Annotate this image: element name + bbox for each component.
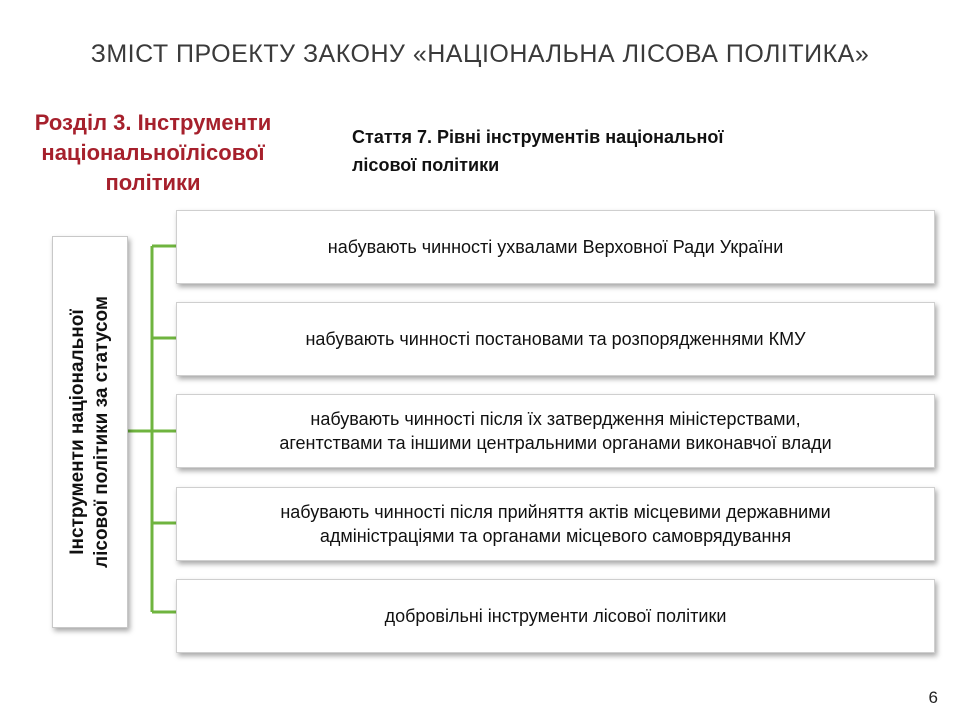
level-node-3-line-1: набувають чинності після їх затвердження міністерствами, <box>310 409 801 429</box>
level-node-5-line-1: добровільні інструменти лісової політики <box>384 606 727 626</box>
root-node-line-1: Інструменти національної <box>67 309 88 555</box>
level-node-2 <box>176 302 935 376</box>
page-number: 6 <box>928 688 938 707</box>
slide-title: ЗМІСТ ПРОЕКТУ ЗАКОНУ «НАЦІОНАЛЬНА ЛІСОВА ПОЛІТИКА» <box>90 40 870 68</box>
level-node-1-line-1: набувають чинності ухвалами Верховної Ради України <box>327 237 784 257</box>
article-heading-line-1: Стаття 7. Рівні інструментів національної <box>352 127 724 147</box>
section-heading-line-3: політики <box>105 170 201 195</box>
level-node-5 <box>176 579 935 653</box>
section-heading-line-2: національноїлісової <box>41 140 265 165</box>
level-node-4-line-1: набувають чинності після прийняття актів місцевими державними <box>280 502 831 522</box>
level-node-4-line-2: адміністраціями та органами місцевого самоврядування <box>319 526 792 546</box>
root-node-label <box>66 242 114 622</box>
level-node-4 <box>176 487 935 561</box>
level-node-2-line-1: набувають чинності постановами та розпорядженнями КМУ <box>305 329 806 349</box>
root-node <box>52 236 128 628</box>
level-node-1 <box>176 210 935 284</box>
root-node-line-2: лісової політики за статусом <box>91 296 112 568</box>
level-node-3 <box>176 394 935 468</box>
section-heading-line-1: Розділ 3. Інструменти <box>34 110 272 135</box>
article-heading-line-2: лісової політики <box>352 155 500 175</box>
level-node-3-line-2: агентствами та іншими центральними органами виконавчої влади <box>279 433 832 453</box>
